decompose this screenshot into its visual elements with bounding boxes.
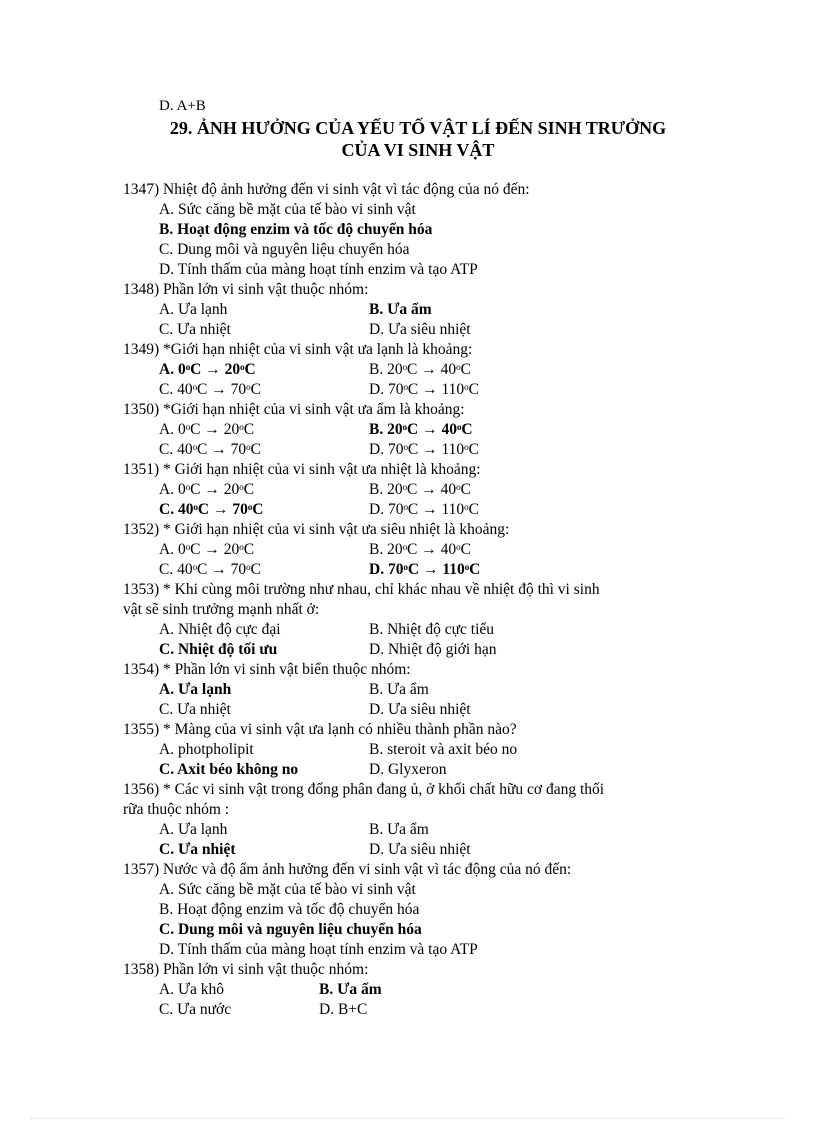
option-1358-b: B. Ưa ẩm bbox=[319, 981, 382, 998]
option-1348-d: D. Ưa siêu nhiệt bbox=[369, 321, 471, 338]
option-1355-d: D. Glyxeron bbox=[369, 761, 447, 778]
option-1354-a: A. Ưa lạnh bbox=[159, 681, 232, 698]
options-row bbox=[123, 420, 683, 440]
question-1353-line-2: vật sẽ sinh trưởng mạnh nhất ở: bbox=[123, 601, 320, 618]
option-1358-c: C. Ưa nước bbox=[159, 1001, 232, 1018]
option-1352-b: B. 20ᵒC → 40ᵒC bbox=[369, 541, 471, 558]
question-1349: 1349) *Giới hạn nhiệt của vi sinh vật ưa lạnh là khoảng: bbox=[123, 341, 473, 358]
option-1351-a: A. 0ᵒC → 20ᵒC bbox=[159, 481, 255, 498]
option-1349-b: B. 20ᵒC → 40ᵒC bbox=[369, 361, 471, 378]
option-1353-b: B. Nhiệt độ cực tiểu bbox=[369, 621, 495, 638]
question-1354: 1354) * Phần lớn vi sinh vật biển thuộc nhóm: bbox=[123, 661, 411, 678]
options-row bbox=[123, 320, 683, 340]
options-row bbox=[123, 480, 683, 500]
question-1350: 1350) *Giới hạn nhiệt của vi sinh vật ưa ẩm là khoảng: bbox=[123, 401, 465, 418]
option-1357-b: B. Hoạt động enzim và tốc độ chuyển hóa bbox=[159, 901, 420, 918]
section-title bbox=[120, 117, 716, 161]
option-1354-d: D. Ưa siêu nhiệt bbox=[369, 701, 471, 718]
option-1355-a: A. photpholipit bbox=[159, 741, 254, 758]
options-row bbox=[123, 360, 683, 380]
options-row bbox=[123, 760, 683, 780]
question-1353-line-1: 1353) * Khi cùng môi trường như nhau, chỉ khác nhau về nhiệt độ thì vi sinh bbox=[123, 581, 600, 598]
section-title-line-2: CỦA VI SINH VẬT bbox=[341, 140, 495, 160]
question-1351: 1351) * Giới hạn nhiệt của vi sinh vật ưa nhiệt là khoảng: bbox=[123, 461, 481, 478]
question-1357: 1357) Nước và độ ẩm ảnh hưởng đến vi sinh vật vì tác động của nó đến: bbox=[123, 861, 572, 878]
option-1355-b: B. steroit và axit béo no bbox=[369, 741, 518, 758]
options-row bbox=[123, 640, 683, 660]
option-1350-c: C. 40ᵒC → 70ᵒC bbox=[159, 441, 261, 458]
options-row bbox=[123, 620, 683, 640]
options-row bbox=[123, 300, 683, 320]
option-1348-a: A. Ưa lạnh bbox=[159, 301, 228, 318]
option-1358-d: D. B+C bbox=[319, 1001, 368, 1018]
option-1353-c: C. Nhiệt độ tối ưu bbox=[159, 641, 278, 658]
options-row bbox=[123, 500, 683, 520]
option-1348-b: B. Ưa ẩm bbox=[369, 301, 432, 318]
option-1352-d: D. 70ᵒC → 110ᵒC bbox=[369, 561, 481, 578]
option-1354-c: C. Ưa nhiệt bbox=[159, 701, 231, 718]
option-1356-c: C. Ưa nhiệt bbox=[159, 841, 236, 858]
options-row bbox=[123, 740, 683, 760]
option-1352-c: C. 40ᵒC → 70ᵒC bbox=[159, 561, 261, 578]
option-1351-b: B. 20ᵒC → 40ᵒC bbox=[369, 481, 471, 498]
options-row bbox=[123, 700, 683, 720]
option-1356-b: B. Ưa ẩm bbox=[369, 821, 429, 838]
option-1351-d: D. 70ᵒC → 110ᵒC bbox=[369, 501, 479, 518]
options-row bbox=[123, 820, 683, 840]
options-row bbox=[123, 540, 683, 560]
option-1349-c: C. 40ᵒC → 70ᵒC bbox=[159, 381, 261, 398]
option-1351-c: C. 40ᵒC → 70ᵒC bbox=[159, 501, 264, 518]
option-1357-a: A. Sức căng bề mặt của tế bào vi sinh vật bbox=[159, 881, 416, 898]
option-1357-c: C. Dung môi và nguyên liệu chuyển hóa bbox=[159, 921, 422, 938]
option-1354-b: B. Ưa ẩm bbox=[369, 681, 429, 698]
option-1349-a: A. 0ᵒC → 20ᵒC bbox=[159, 361, 256, 378]
option-1350-d: D. 70ᵒC → 110ᵒC bbox=[369, 441, 479, 458]
option-1350-b: B. 20ᵒC → 40ᵒC bbox=[369, 421, 473, 438]
options-row bbox=[123, 1000, 683, 1020]
option-1347-d: D. Tính thấm của màng hoạt tính enzim và tạo ATP bbox=[159, 261, 478, 278]
option-1355-c: C. Axit béo không no bbox=[159, 761, 299, 778]
option-1353-a: A. Nhiệt độ cực đại bbox=[159, 621, 281, 638]
option-1356-a: A. Ưa lạnh bbox=[159, 821, 228, 838]
section-title-line-1: 29. ẢNH HƯỞNG CỦA YẾU TỐ VẬT LÍ ĐẾN SINH TRƯỞNG bbox=[169, 118, 667, 138]
option-1347-a: A. Sức căng bề mặt của tế bào vi sinh vật bbox=[159, 201, 416, 218]
question-1356-line-2: rữa thuộc nhóm : bbox=[123, 801, 230, 818]
option-1357-d: D. Tính thấm của màng hoạt tính enzim và tạo ATP bbox=[159, 941, 478, 958]
prev-answer-line: D. A+B bbox=[159, 98, 206, 114]
option-1349-d: D. 70ᵒC → 110ᵒC bbox=[369, 381, 479, 398]
options-row bbox=[123, 980, 683, 1000]
options-row bbox=[123, 680, 683, 700]
option-1350-a: A. 0ᵒC → 20ᵒC bbox=[159, 421, 255, 438]
options-row bbox=[123, 840, 683, 860]
option-1348-c: C. Ưa nhiệt bbox=[159, 321, 231, 338]
page-divider bbox=[30, 1118, 786, 1119]
options-row bbox=[123, 440, 683, 460]
options-row bbox=[123, 380, 683, 400]
option-1353-d: D. Nhiệt độ giới hạn bbox=[369, 641, 497, 658]
option-1347-b: B. Hoạt động enzim và tốc độ chuyển hóa bbox=[159, 221, 433, 238]
question-1347: 1347) Nhiệt độ ảnh hưởng đến vi sinh vật vì tác động của nó đến: bbox=[123, 181, 530, 198]
question-1355: 1355) * Màng của vi sinh vật ưa lạnh có nhiều thành phần nào? bbox=[123, 721, 517, 738]
option-1352-a: A. 0ᵒC → 20ᵒC bbox=[159, 541, 255, 558]
question-1358: 1358) Phần lớn vi sinh vật thuộc nhóm: bbox=[123, 961, 369, 978]
question-1356-line-1: 1356) * Các vi sinh vật trong đống phân đang ủ, ở khối chất hữu cơ đang thối bbox=[123, 781, 605, 798]
option-1356-d: D. Ưa siêu nhiệt bbox=[369, 841, 471, 858]
options-row bbox=[123, 560, 683, 580]
question-list bbox=[123, 180, 683, 1020]
question-1352: 1352) * Giới hạn nhiệt của vi sinh vật ưa siêu nhiệt là khoảng: bbox=[123, 521, 510, 538]
option-1347-c: C. Dung môi và nguyên liệu chuyển hóa bbox=[159, 241, 410, 258]
question-1348: 1348) Phần lớn vi sinh vật thuộc nhóm: bbox=[123, 281, 369, 298]
option-1358-a: A. Ưa khô bbox=[159, 981, 224, 998]
